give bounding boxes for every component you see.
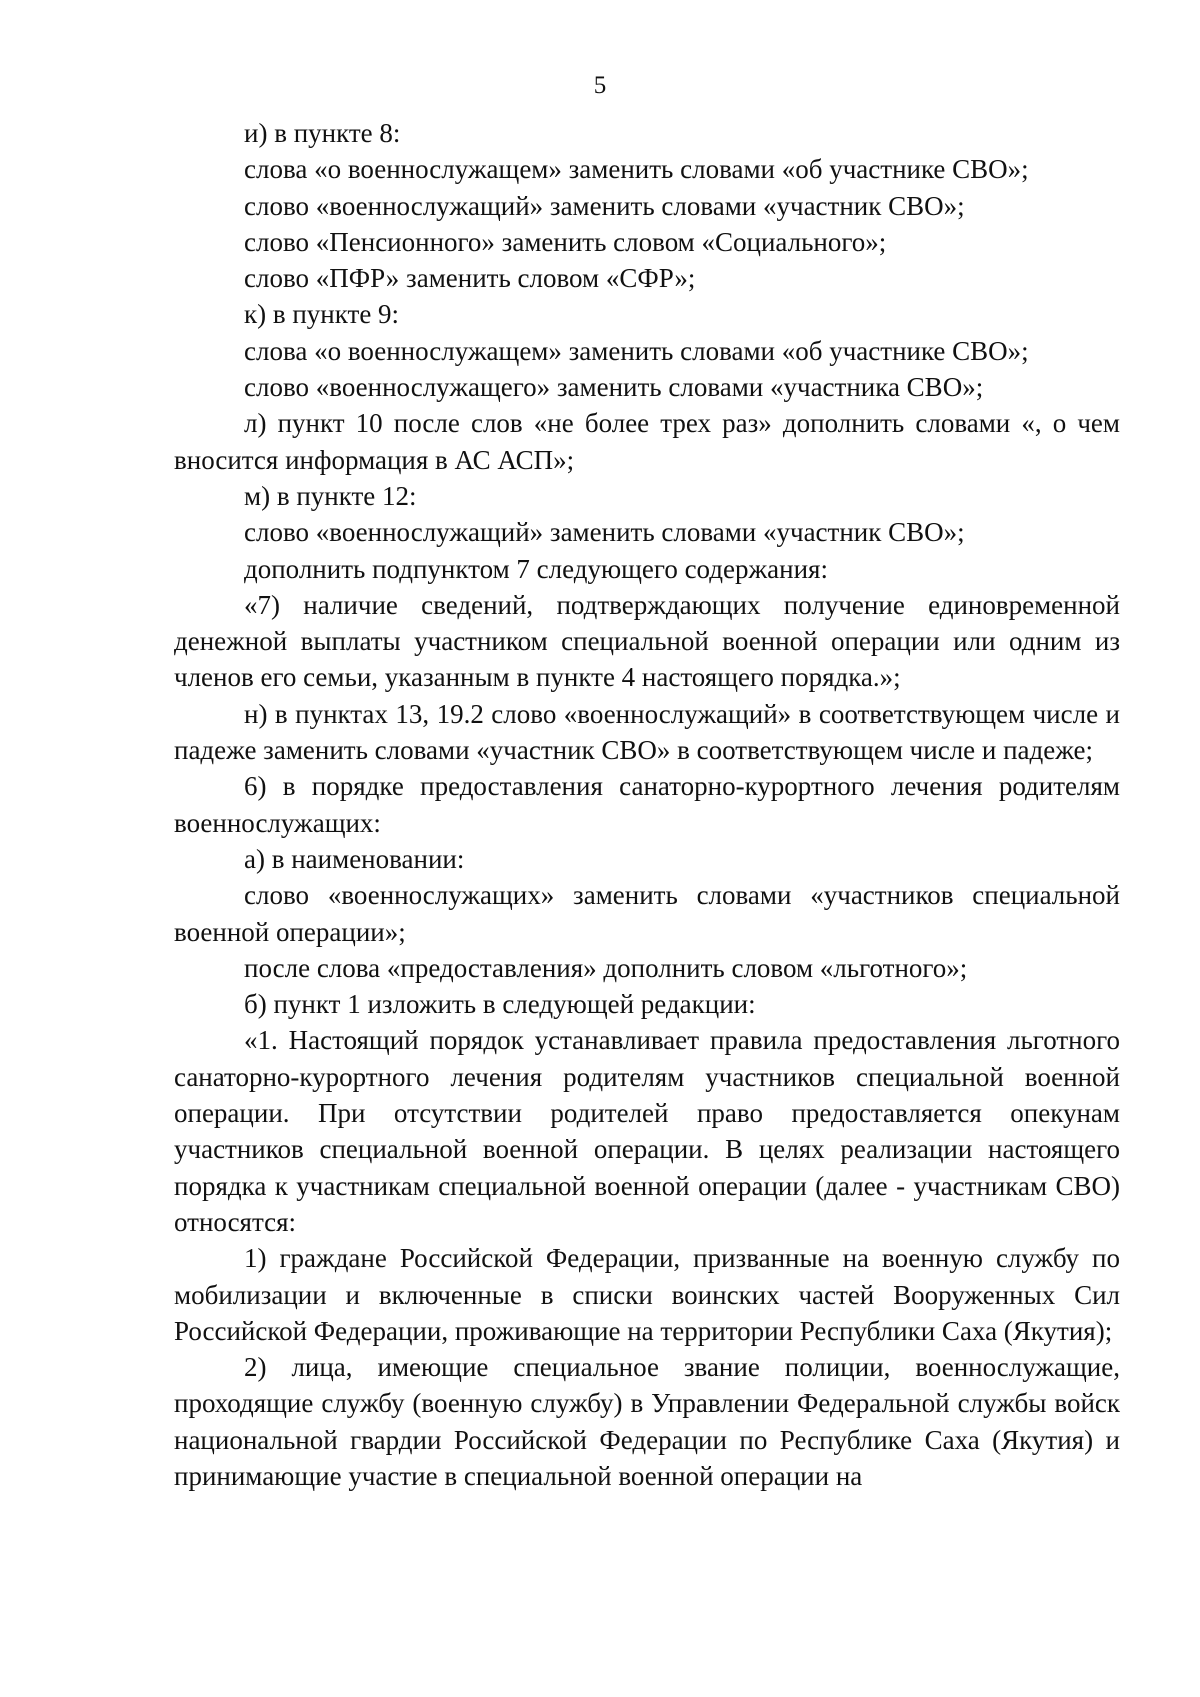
paragraph: слова «о военнослужащем» заменить словами «об участнике СВО»;: [244, 154, 1029, 185]
paragraph: слово «военнослужащий» заменить словами «участник СВО»;: [244, 517, 965, 548]
document-body: [174, 115, 1120, 1494]
page-number: 5: [593, 72, 607, 99]
paragraph: к) в пункте 9:: [244, 299, 400, 330]
paragraph: н) в пунктах 13, 19.2 слово «военнослужащий» в соответствующем числе и падеже заменить словами «участник СВО» в соответствующем числе и падеже;: [174, 698, 1120, 766]
paragraph: дополнить подпунктом 7 следующего содержания:: [244, 553, 828, 584]
paragraph: «7) наличие сведений, подтверждающих получение единовременной денежной выплаты участником специальной военной операции или одним из членов его семьи, указанным в пункте 4 настоящего порядка.»;: [174, 589, 1120, 693]
paragraph: л) пункт 10 после слов «не более трех раз» дополнить словами «, о чем вносится информация в АС АСП»;: [174, 408, 1120, 475]
paragraph: слово «военнослужащего» заменить словами «участника СВО»;: [244, 372, 984, 403]
paragraph: слова «о военнослужащем» заменить словами «об участнике СВО»;: [244, 335, 1029, 366]
paragraph: 6) в порядке предоставления санаторно-курортного лечения родителям военнослужащих:: [174, 771, 1120, 838]
paragraph: и) в пункте 8:: [244, 118, 401, 148]
paragraph: слово «военнослужащий» заменить словами «участник СВО»;: [244, 190, 965, 221]
paragraph: 1) граждане Российской Федерации, призванные на военную службу по мобилизации и включенные в списки воинских частей Вооруженных Сил Российской Федерации, проживающие на территории Республики Саха (Якутия);: [174, 1243, 1120, 1346]
paragraph: а) в наименовании:: [244, 843, 465, 874]
paragraph: слово «военнослужащих» заменить словами «участников специальной военной операции»;: [174, 880, 1120, 947]
paragraph: после слова «предоставления» дополнить словом «льготного»;: [244, 952, 968, 983]
paragraph: слово «Пенсионного» заменить словом «Социального»;: [244, 226, 887, 257]
paragraph: слово «ПФР» заменить словом «СФР»;: [244, 263, 696, 294]
paragraph: 2) лица, имеющие специальное звание полиции, военнослужащие, проходящие службу (военную службу) в Управлении Федеральной службы войск национальной гвардии Российской Федерации по Республике Саха (Якутия) и принимающие участие в специальной военной операции на: [174, 1352, 1120, 1491]
paragraph: «1. Настоящий порядок устанавливает правила предоставления льготного санаторно-курортного лечения родителям участников специальной военной операции. При отсутствии родителей право предоставляется опекунам участников специальной военной операции. В целях реализации настоящего порядка к участникам специальной военной операции (далее - участникам СВО) относятся:: [174, 1025, 1120, 1237]
paragraph: м) в пункте 12:: [244, 480, 417, 511]
paragraph: б) пункт 1 изложить в следующей редакции:: [244, 989, 756, 1020]
